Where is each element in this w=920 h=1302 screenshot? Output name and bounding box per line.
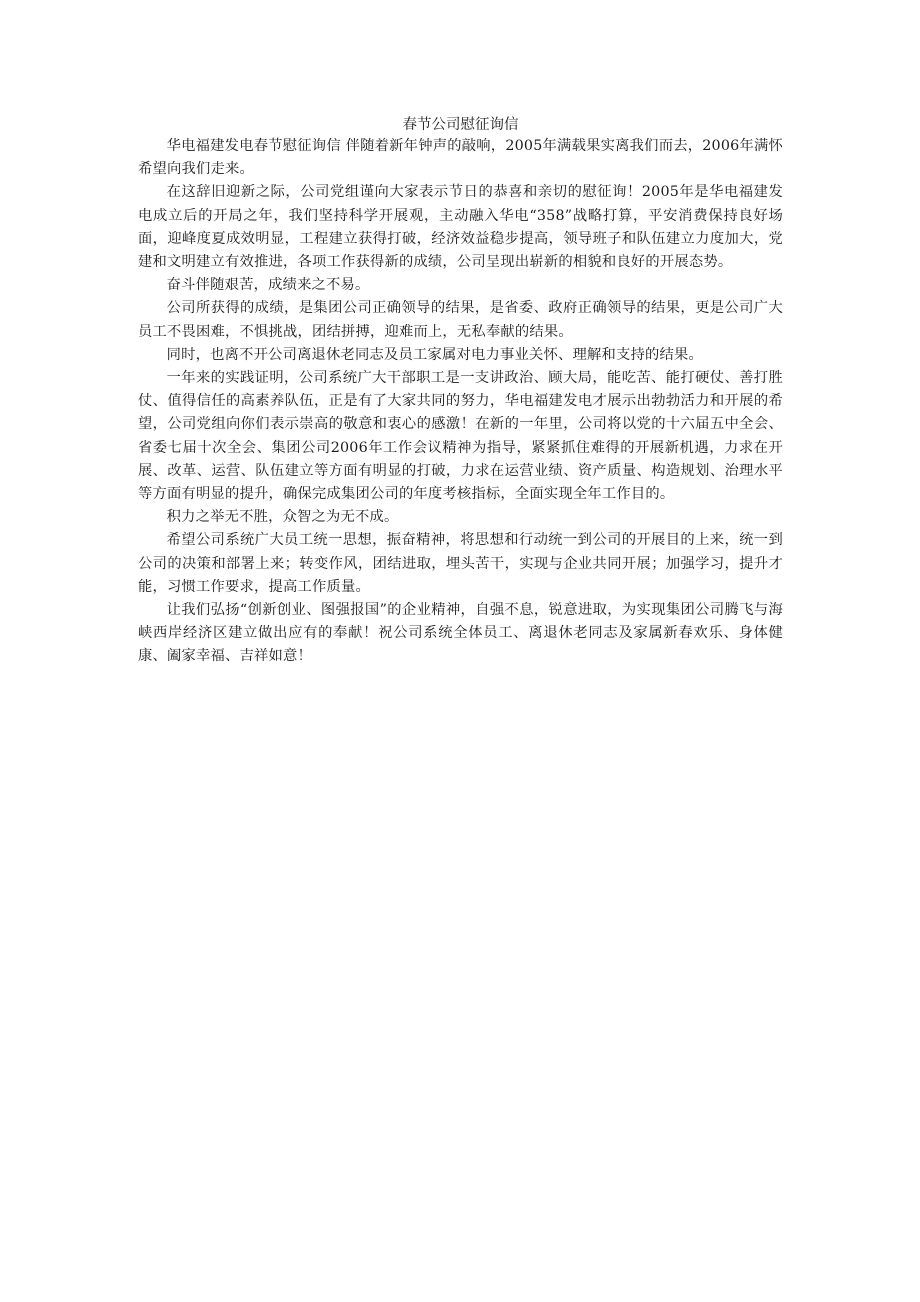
- document-body: [138, 135, 783, 669]
- paragraph-8: 希望公司系统广大员工统一思想，振奋精神，将思想和行动统一到公司的开展目的上来，统一到公司的决策和部署上来；转变作风，团结进取，埋头苦干，实现与企业共同开展；加强学习，提升才能，习惯工作要求，提高工作质量。: [138, 532, 783, 595]
- document-title: 春节公司慰征询信: [402, 117, 519, 133]
- paragraph-9: 让我们弘扬“创新创业、图强报国”的企业精神，自强不息，锐意进取，为实现集团公司腾飞与海峡西岸经济区建立做出应有的奉献！祝公司系统全体员工、离退休老同志及家属新春欢乐、身体健康、阖家幸福、吉祥如意！: [138, 602, 783, 665]
- paragraph-3: 奋斗伴随艰苦，成绩来之不易。: [166, 277, 370, 294]
- paragraph-2: 在这辞旧迎新之际，公司党组谨向大家表示节日的恭喜和亲切的慰征询！2005年是华电福建发电成立后的开局之年，我们坚持科学开展观，主动融入华电“358”战略打算，平安消费保持良好场面，迎峰度夏成效明显，工程建立获得打破，经济效益稳步提高，领导班子和队伍建立力度加大，党建和文明建立有效推进，各项工作获得新的成绩，公司呈现出崭新的相貌和良好的开展态势。: [138, 184, 783, 271]
- document-page: [138, 0, 783, 1302]
- paragraph-6: 一年来的实践证明，公司系统广大干部职工是一支讲政治、顾大局，能吃苦、能打硬仗、善打胜仗、值得信任的高素养队伍，正是有了大家共同的努力，华电福建发电才展示出勃勃活力和开展的希望，公司党组向你们表示崇高的敬意和衷心的感激！在新的一年里，公司将以党的十六届五中全会、省委七届十次全会、集团公司2006年工作会议精神为指导，紧紧抓住难得的开展新机遇，力求在开展、改革、运营、队伍建立等方面有明显的打破，力求在运营业绩、资产质量、构造规划、治理水平等方面有明显的提升，确保完成集团公司的年度考核指标，全面实现全年工作目的。: [138, 370, 783, 503]
- paragraph-5: 同时，也离不开公司离退休老同志及员工家属对电力事业关怀、理解和支持的结果。: [166, 346, 703, 363]
- paragraph-7: 积力之举无不胜，众智之为无不成。: [166, 509, 399, 526]
- paragraph-1: 华电福建发电春节慰征询信 伴随着新年钟声的敲响，2005年满载果实离我们而去，2006年满怀希望向我们走来。: [138, 138, 783, 178]
- paragraph-4: 公司所获得的成绩，是集团公司正确领导的结果，是省委、政府正确领导的结果，更是公司广大员工不畏困难，不惧挑战，团结拼搏，迎难而上，无私奉献的结果。: [138, 300, 783, 340]
